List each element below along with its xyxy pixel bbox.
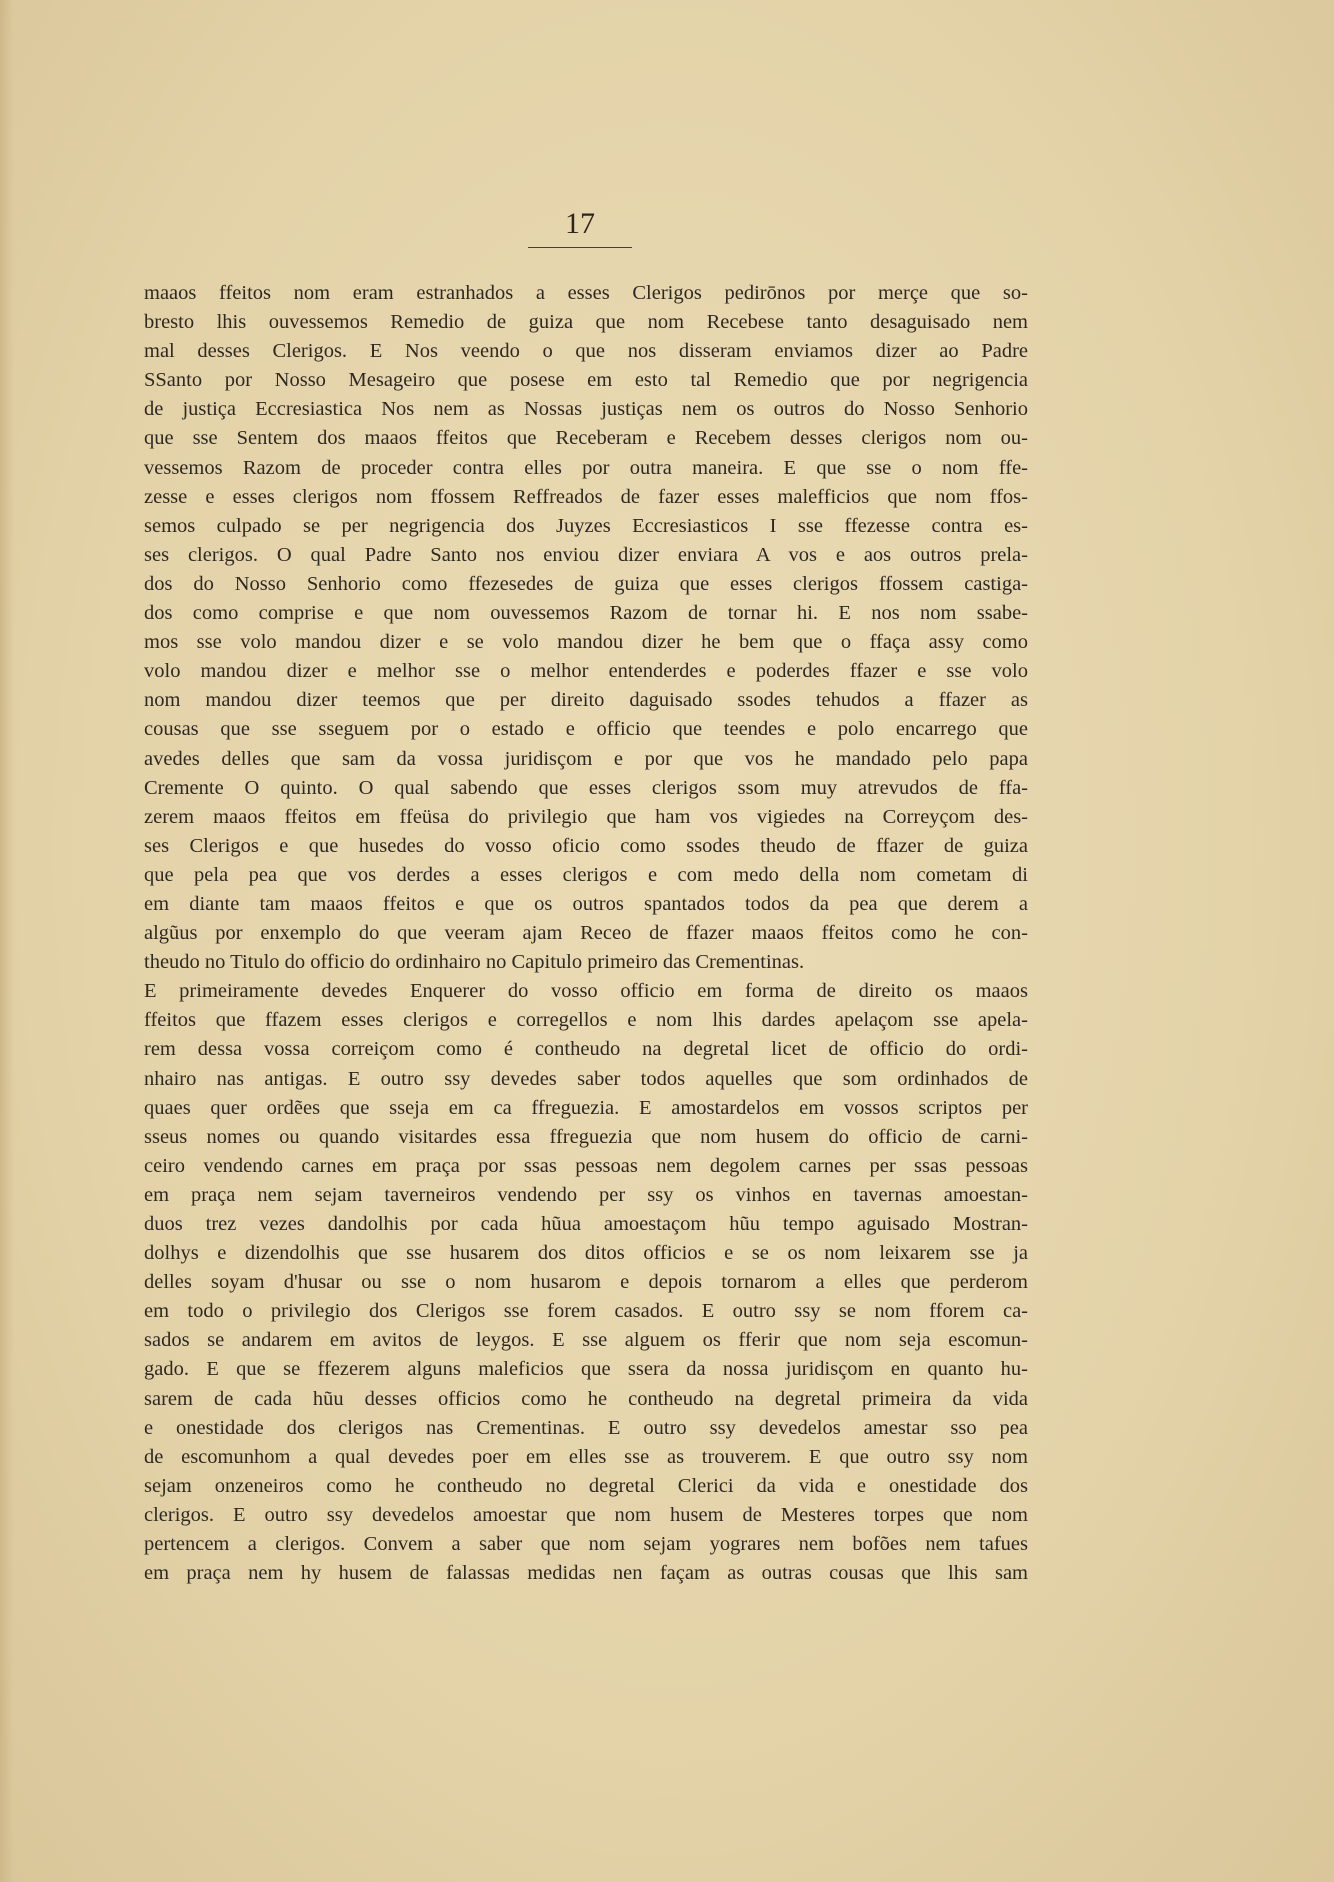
text-line: Cremente O quinto. O qual sabendo que esses clerigos ssom muy atrevudos de ffa- [144,776,1028,799]
text-line: quaes quer ordẽes que sseja em ca ffreguezia. E amostardelos em vossos scriptos per [144,1096,1028,1119]
text-line: duos trez vezes dandolhis por cada hũua amoestaçom hũu tempo aguisado Mostran- [144,1213,1028,1235]
text-line: gado. E que se ffezerem alguns maleficios que ssera da nossa juridisçom en quanto hu- [144,1358,1028,1381]
text-line: que sse Sentem dos maaos ffeitos que Receberam e Recebem desses clerigos nom ou- [144,427,1028,450]
text-line: ses Clerigos e que husedes do vosso oficio como ssodes theudo de ffazer de guiza [144,834,1028,857]
text-line: nom mandou dizer teemos que per direito daguisado ssodes tehudos a ffazer as [144,689,1028,712]
text-line: e onestidade dos clerigos nas Crementinas. E outro ssy devedelos amestar sso pea [144,1416,1028,1439]
text-line: de justiça Eccresiastica Nos nem as Nossas justiças nem os outros do Nosso Senhorio [144,398,1028,421]
page-edge-shadow [0,0,14,1882]
text-line: dolhys e dizendolhis que sse husarem dos ditos officios e se os nom leixarem sse ja [144,1242,1028,1265]
text-line: rem dessa vossa correiçom como é contheudo na degretal licet de officio do ordi- [144,1038,1028,1061]
text-line: bresto lhis ouvessemos Remedio de guiza que nom Recebese tanto desaguisado nem [144,311,1028,334]
text-line: ffeitos que ffazem esses clerigos e corregellos e nom lhis dardes apelaçom sse apela- [144,1009,1028,1032]
text-line: theudo no Titulo do officio do ordinhairo no Capitulo primeiro das Crementinas. [144,951,805,974]
text-line: clerigos. E outro ssy devedelos amoestar que nom husem de Mesteres torpes que nom [144,1503,1028,1526]
text-line: em praça nem hy husem de falassas medidas nen façam as outras cousas que lhis sam [144,1562,1028,1585]
text-line: zesse e esses clerigos nom ffossem Reffreados de fazer esses malefficios que nom ffos- [144,485,1028,508]
text-line: SSanto por Nosso Mesageiro que posese em esto tal Remedio que por negrigencia [144,369,1028,392]
page-number-rule [528,247,632,248]
text-line: zerem maaos ffeitos em ffeüsa do privilegio que ham vos vigiedes na Correyçom des- [144,805,1028,828]
text-line: maaos ffeitos nom eram estranhados a esses Clerigos pedirōnos por merçe que so- [144,282,1028,304]
text-line: em diante tam maaos ffeitos e que os outros spantados todos da pea que derem a [144,892,1028,915]
text-line: pertencem a clerigos. Convem a saber que nom sejam yograres nem bofões nem tafues [144,1533,1028,1556]
text-line: semos culpado se per negrigencia dos Juyzes Eccresiasticos I sse ffezesse contra es- [144,514,1028,537]
text-line: mos sse volo mandou dizer e se volo mandou dizer he bem que o ffaça assy como [144,631,1028,654]
text-line: sejam onzeneiros como he contheudo no degretal Clerici da vida e onestidade dos [144,1474,1028,1497]
text-line: dos do Nosso Senhorio como ffezesedes de guiza que esses clerigos ffossem castiga- [144,572,1028,595]
text-line: algũus por enxemplo do que veeram ajam Receo de ffazer maaos ffeitos como he con- [144,922,1028,945]
text-line: delles soyam d'husar ou sse o nom husarom e depois tornarom a elles que perderom [144,1271,1028,1294]
text-line: ses clerigos. O qual Padre Santo nos enviou dizer enviara A vos e aos outros prela- [144,543,1028,566]
text-line: nhairo nas antigas. E outro ssy devedes saber todos aquelles que som ordinhados de [144,1067,1028,1090]
text-line: dos como comprise e que nom ouvessemos Razom de tornar hi. E nos nom ssabe- [144,602,1028,625]
text-line: de escomunhom a qual devedes poer em elles sse as trouverem. E que outro ssy nom [144,1445,1028,1468]
text-line: cousas que sse sseguem por o estado e officio que teendes e polo encarrego que [144,718,1028,741]
text-line: ceiro vendendo carnes em praça por ssas pessoas nem degolem carnes per ssas pessoas [144,1154,1028,1177]
text-line: sseus nomes ou quando visitardes essa ffreguezia que nom husem do officio de carni- [144,1125,1028,1148]
text-line: em todo o privilegio dos Clerigos sse forem casados. E outro ssy se nom fforem ca- [144,1300,1028,1323]
page-number: 17 [565,207,595,240]
text-line: sados se andarem em avitos de leygos. E sse alguem os fferir que nom seja escomun- [144,1329,1028,1352]
text-line: vessemos Razom de proceder contra elles por outra maneira. E que sse o nom ffe- [144,456,1028,479]
text-line: que pela pea que vos derdes a esses clerigos e com medo della nom cometam di [144,863,1028,886]
text-line: sarem de cada hũu desses officios como he contheudo na degretal primeira da vida [144,1387,1028,1410]
text-line: avedes delles que sam da vossa juridisçom e por que vos he mandado pelo papa [144,747,1028,770]
text-line: volo mandou dizer e melhor sse o melhor entenderdes e poderdes ffazer e sse volo [144,660,1028,683]
body-text [144,279,1028,1588]
text-line: em praça nem sejam taverneiros vendendo per ssy os vinhos en tavernas amoestan- [144,1183,1028,1206]
text-line: mal desses Clerigos. E Nos veendo o que nos disseram enviamos dizer ao Padre [144,340,1028,363]
text-line: E primeiramente devedes Enquerer do vosso officio em forma de direito os maaos [144,980,1028,1003]
